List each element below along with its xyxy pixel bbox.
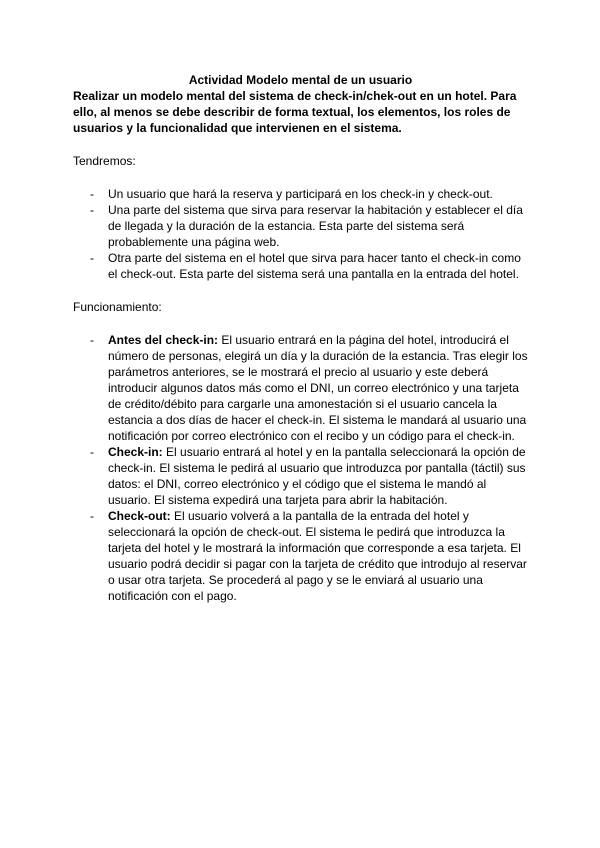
list-item bbox=[73, 444, 528, 508]
spacer bbox=[73, 169, 528, 186]
functionality-list bbox=[73, 332, 528, 604]
list-item-text: Otra parte del sistema en el hotel que sirva para hacer tanto el check-in como el check-out. Esta parte del sistema será una pantalla en la entrada del hotel. bbox=[108, 251, 521, 281]
section-label-tendremos: Tendremos: bbox=[73, 154, 136, 168]
document-page bbox=[73, 72, 528, 604]
list-item bbox=[73, 332, 528, 444]
dash-bullet-icon: - bbox=[90, 509, 94, 523]
spacer bbox=[73, 315, 528, 332]
list-item bbox=[73, 202, 528, 250]
spacer bbox=[73, 282, 528, 299]
list-item-text: Un usuario que hará la reserva y participará en los check-in y check-out. bbox=[108, 187, 493, 201]
elements-list bbox=[73, 186, 528, 282]
list-item-text: El usuario entrará al hotel y en la pantalla seleccionará la opción de check-in. El sistema le pedirá al usuario que introduzca por pantalla (táctil) sus datos: el DNI, correo electrónico y el código que el sistema le mandó al usuario. El sistema expedirá una tarjeta para abrir la habitación. bbox=[108, 445, 526, 507]
list-item bbox=[73, 250, 528, 282]
list-item-term: Check-out: bbox=[108, 509, 171, 523]
dash-bullet-icon: - bbox=[90, 187, 94, 201]
list-item-text: Una parte del sistema que sirva para reservar la habitación y establecer el día de llegada y la duración de la estancia. Esta parte del sistema será probablemente una página web. bbox=[108, 203, 523, 249]
dash-bullet-icon: - bbox=[90, 251, 94, 265]
dash-bullet-icon: - bbox=[90, 333, 94, 347]
dash-bullet-icon: - bbox=[90, 445, 94, 459]
section-label-funcionamiento: Funcionamiento: bbox=[73, 300, 162, 314]
list-item bbox=[73, 508, 528, 604]
list-item bbox=[73, 186, 528, 202]
list-item-term: Antes del check-in: bbox=[108, 333, 219, 347]
spacer bbox=[73, 136, 528, 153]
list-item-text: El usuario entrará en la página del hotel, introducirá el número de personas, elegirá un día y la duración de la estancia. Tras elegir los parámetros anteriores, se le mostrará el precio al usuario y este deberá introducir algunos datos más como el DNI, un correo electrónico y una tarjeta de crédito/débito para cargarle una amonestación si el usuario cancela la estancia a dos días de hacer el check-in. El sistema le mandará al usuario una notificación por correo electrónico con el recibo y un código para el check-in. bbox=[108, 333, 528, 443]
document-subtitle: Realizar un modelo mental del sistema de check-in/chek-out en un hotel. Para ello, al menos se debe describir de forma textual, los elementos, los roles de usuarios y la funcionalidad que intervienen en el sistema. bbox=[73, 89, 517, 135]
list-item-term: Check-in: bbox=[108, 445, 163, 459]
document-title: Actividad Modelo mental de un usuario bbox=[188, 73, 413, 87]
list-item-text: El usuario volverá a la pantalla de la entrada del hotel y seleccionará la opción de check-out. El sistema le pedirá que introduzca la tarjeta del hotel y le mostrará la información que corresponde a esa tarjeta. El usuario podrá decidir si pagar con la tarjeta de crédito que introdujo al reservar o usar otra tarjeta. Se procederá al pago y se le enviará al usuario una notificación con el pago. bbox=[108, 509, 527, 603]
dash-bullet-icon: - bbox=[90, 203, 94, 217]
